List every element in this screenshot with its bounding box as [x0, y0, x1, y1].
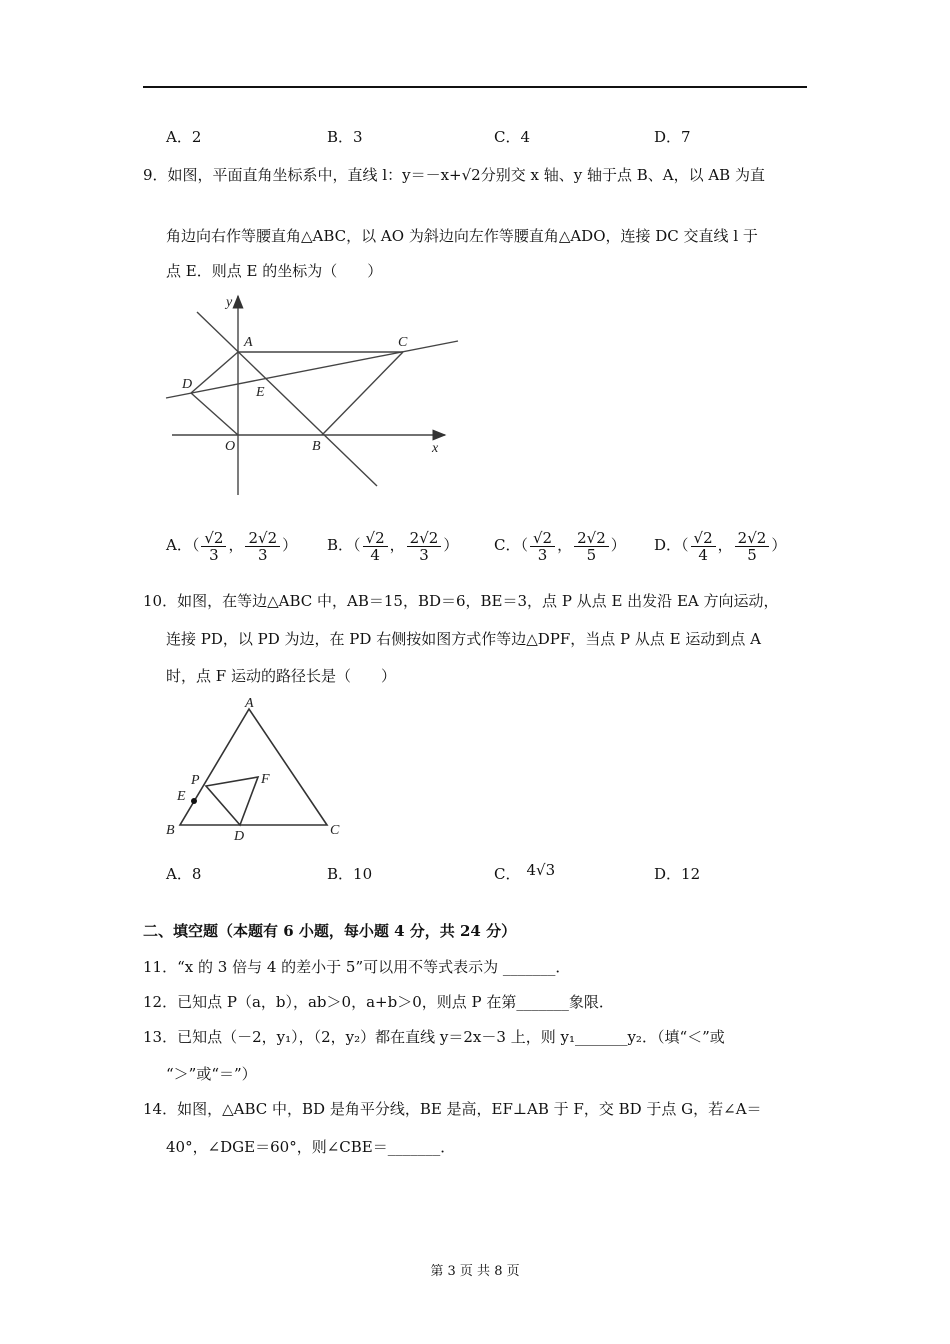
q10-label-f: F — [261, 772, 270, 787]
q9-line-dc — [166, 341, 458, 398]
q9-segment-do — [191, 393, 238, 435]
q9-line-l — [197, 312, 377, 486]
q9-label-d: D — [182, 377, 193, 392]
q11-text: 11．“x 的 3 倍与 4 的差小于 5”可以用不等式表示为 _______． — [143, 958, 571, 976]
q10-text-line3: 时，点 F 运动的路径长是（ ） — [166, 667, 396, 685]
q10-option-c-value: 4√3 — [526, 861, 556, 879]
q9-text-line1: 9．如图，平面直角坐标系中，直线 l：y＝－x+√2分别交 x 轴、y 轴于点 B、A，以 AB 为直 — [143, 166, 765, 184]
q10-label-b: B — [166, 823, 175, 838]
q8-option-d: D．7 — [654, 128, 691, 146]
q8-option-c: C．4 — [494, 128, 531, 146]
q9-label-b: B — [312, 439, 321, 454]
q10-label-c: C — [330, 823, 340, 838]
q9-option-b-x: $\frac{√2}{4}$ — [363, 530, 388, 563]
q9-option-a-y: $\frac{2√2}{3}$ — [245, 530, 280, 563]
page-footer: 第 3 页 共 8 页 — [430, 1264, 520, 1279]
q9-option-b: B．（ $\frac{√2}{4}$ ， $\frac{2√2}{3}$ ） — [327, 528, 459, 564]
q9-segment-cb — [322, 352, 403, 435]
q9-option-c: C．（ $\frac{√2}{3}$ ， $\frac{2√2}{5}$ ） — [494, 528, 626, 564]
q10-option-b: B．10 — [327, 865, 373, 883]
q10-label-p: P — [191, 773, 200, 788]
q10-label-a: A — [245, 696, 254, 711]
q10-label-d: D — [234, 829, 245, 844]
q10-label-e: E — [177, 789, 186, 804]
q9-option-c-letter: C．（ — [494, 536, 528, 554]
q9-option-b-y: $\frac{2√2}{3}$ — [407, 530, 442, 563]
q10-option-a: A．8 — [166, 865, 202, 883]
q9-label-x: x — [432, 441, 439, 456]
q9-label-o: O — [225, 439, 236, 454]
q9-option-b-letter: B．（ — [327, 536, 361, 554]
q12-text: 12．已知点 P（a，b），ab＞0，a+b＞0，则点 P 在第_______象限． — [143, 993, 614, 1011]
q8-option-b: B．3 — [327, 128, 363, 146]
q10-figure — [160, 693, 360, 848]
q10-triangle-abc — [180, 709, 327, 825]
q10-text-line1: 10．如图，在等边△ABC 中，AB＝15，BD＝6，BE＝3，点 P 从点 E 出发沿 EA 方向运动， — [143, 592, 779, 610]
section2-title: 二、填空题（本题有 6 小题，每小题 4 分，共 24 分） — [143, 922, 517, 940]
q13-text-line1: 13．已知点（－2，y₁），（2，y₂）都在直线 y＝2x－3 上，则 y₁_______y₂．（填“＜”或 — [143, 1028, 725, 1046]
q9-option-c-x: $\frac{√2}{3}$ — [530, 530, 555, 563]
q8-option-a: A．2 — [166, 128, 202, 146]
q9-label-c: C — [398, 335, 408, 350]
q9-option-a-letter: A．（ — [166, 536, 200, 554]
q9-label-y: y — [226, 295, 233, 310]
q10-option-c: C． 4√3 — [494, 861, 556, 883]
q9-option-d-letter: D．（ — [654, 536, 689, 554]
q10-text-line2: 连接 PD，以 PD 为边，在 PD 右侧按如图方式作等边△DPF，当点 P 从点 E 运动到点 A — [166, 630, 761, 648]
q10-point-e — [191, 798, 197, 804]
q9-option-d-y: $\frac{2√2}{5}$ — [735, 530, 770, 563]
q9-text-line2: 角边向右作等腰直角△ABC，以 AO 为斜边向左作等腰直角△ADO，连接 DC 交直线 l 于 — [166, 227, 758, 245]
q14-text-line1: 14．如图，△ABC 中，BD 是角平分线，BE 是高，EF⊥AB 于 F，交 BD 于点 G，若∠A＝ — [143, 1100, 762, 1118]
q9-option-a: A．（ $\frac{√2}{3}$ ， $\frac{2√2}{3}$ ） — [166, 528, 298, 564]
q9-option-c-y: $\frac{2√2}{5}$ — [574, 530, 609, 563]
q14-text-line2: 40°，∠DGE＝60°，则∠CBE＝_______． — [166, 1138, 456, 1156]
q10-triangle-dpf — [206, 777, 258, 825]
q10-option-d: D．12 — [654, 865, 701, 883]
q9-option-a-x: $\frac{√2}{3}$ — [201, 530, 226, 563]
q9-text-line3: 点 E．则点 E 的坐标为（ ） — [166, 262, 383, 280]
q9-label-e: E — [256, 385, 265, 400]
header-rule — [143, 86, 807, 88]
q9-option-d-x: $\frac{√2}{4}$ — [691, 530, 716, 563]
q9-label-a: A — [244, 335, 253, 350]
q9-segment-ad — [191, 352, 238, 393]
q9-figure — [160, 290, 470, 505]
q13-text-line2: “＞”或“＝”） — [166, 1065, 257, 1083]
q9-option-d: D．（ $\frac{√2}{4}$ ， $\frac{2√2}{5}$ ） — [654, 528, 787, 564]
